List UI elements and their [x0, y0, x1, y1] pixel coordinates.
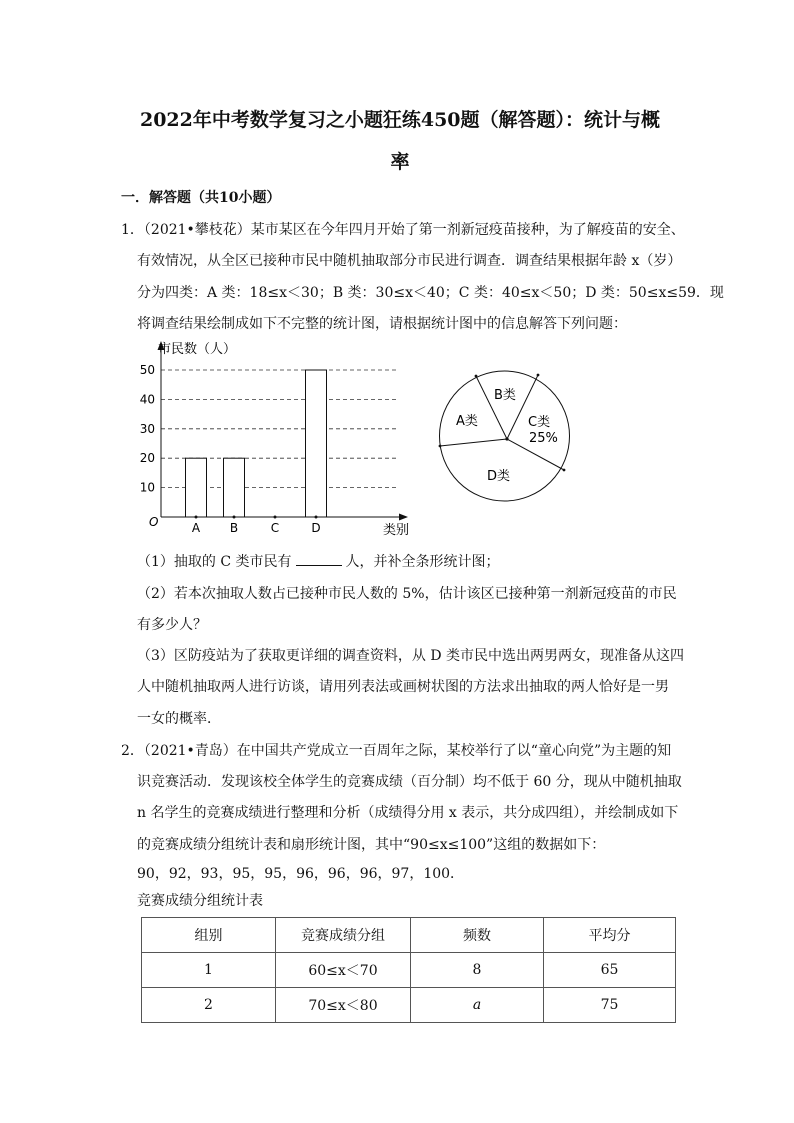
pie-center-dot: [505, 437, 508, 440]
page-title-continued: 率: [390, 151, 410, 173]
q1-text-line: 有效情况，从全区已接种市民中随机抽取部分市民进行调查．调查结果根据年龄 x（岁）: [137, 253, 682, 269]
q1-text-line: 一女的概率．: [137, 711, 221, 727]
table-cell: a: [411, 988, 544, 1023]
q1-sub1-text: （1）抽取的 C 类市民有: [137, 554, 292, 570]
table-caption: 竞赛成绩分组统计表: [137, 893, 263, 909]
pie-edge-dot: [563, 469, 566, 472]
x-tick-dot: [233, 516, 236, 519]
table-row: [142, 988, 676, 1023]
pie-edge-dot: [537, 374, 540, 377]
y-tick-label: 50: [140, 363, 155, 377]
q1-text-line: （2）若本次抽取人数占已接种市民人数的 5%，估计该区已接种第一剂新冠疫苗的市民: [137, 586, 677, 602]
pie-edge-dot: [475, 375, 478, 378]
x-tick-label: C: [270, 521, 280, 535]
q1-sub1-text: 人，并补全条形统计图；: [345, 554, 500, 570]
table-cell: 8: [411, 953, 544, 988]
q2-data-list: 90，92，93，95，95，96，96，96，97，100．: [137, 866, 465, 882]
bar-d: [306, 370, 327, 517]
q1-text-line: 有多少人？: [137, 617, 207, 633]
y-tick-label: 30: [140, 421, 155, 436]
table-cell: 60≤x＜70: [276, 953, 411, 988]
table-header-cell: 频数: [411, 918, 544, 953]
x-tick-label: B: [229, 521, 239, 535]
q2-text-line: 识竞赛活动．发现该校全体学生的竞赛成绩（百分制）均不低于 60 分，现从中随机抽取: [137, 774, 682, 790]
pie-label-a: A类: [456, 414, 478, 429]
q2-text-line: 的竞赛成绩分组统计表和扇形统计图，其中“90≤x≤100”这组的数据如下：: [137, 837, 606, 853]
x-axis-label: 类别: [383, 523, 410, 538]
page-title: 2022年中考数学复习之小题狂练450题（解答题）：统计与概: [139, 109, 661, 131]
table-header-row: [142, 918, 676, 953]
bar-chart: [140, 335, 430, 540]
pie-annotation-c: 25%: [529, 431, 558, 446]
table-cell: 65: [544, 953, 676, 988]
y-tick-label: 10: [140, 480, 155, 495]
q1-text-line: 分为四类：A 类：18≤x＜30；B 类：30≤x＜40；C 类：40≤x＜50；D 类：50≤x≤59．现: [137, 285, 724, 301]
x-tick-label: A: [191, 521, 201, 535]
q1-text-line: 将调查结果绘制成如下不完整的统计图，请根据统计图中的信息解答下列问题：: [137, 316, 627, 332]
table-cell: 2: [142, 988, 276, 1023]
q1-subquestion-1: [137, 551, 500, 571]
q1-text-line: 人中随机抽取两人进行访谈，请用列表法或画树状图的方法求出抽取的两人恰好是一男: [137, 679, 669, 695]
q2-text-line: n 名学生的竞赛成绩进行整理和分析（成绩得分用 x 表示，共分成四组），并绘制成如下: [137, 805, 679, 821]
pie-label-c: C类: [528, 415, 551, 430]
score-group-table: [141, 917, 676, 1023]
pie-chart: [430, 355, 580, 515]
y-axis-label: 市民数（人）: [158, 342, 237, 357]
pie-label-b: B类: [494, 388, 516, 403]
table-cell: 70≤x＜80: [276, 988, 411, 1023]
table-row: [142, 953, 676, 988]
q1-text-line: （3）区防疫站为了获取更详细的调查资料，从 D 类市民中选出两男两女，现准备从这四: [137, 648, 685, 664]
x-tick-label: D: [311, 521, 321, 535]
q2-text-line: 2．（2021•青岛）在中国共产党成立一百周年之际，某校举行了以“童心向党”为主题的知: [121, 743, 672, 759]
table-header-cell: 竞赛成绩分组: [276, 918, 411, 953]
table-header-cell: 组别: [142, 918, 276, 953]
origin-label: O: [149, 515, 159, 529]
pie-label-d: D类: [487, 469, 511, 484]
bar-a: [186, 458, 207, 517]
table-cell: 1: [142, 953, 276, 988]
y-tick-label: 20: [140, 451, 155, 466]
x-tick-dot: [274, 516, 277, 519]
x-axis-arrow: [399, 514, 408, 521]
table-cell: 75: [544, 988, 676, 1023]
y-tick-label: 40: [140, 392, 155, 407]
table-header-cell: 平均分: [544, 918, 676, 953]
q1-text-line: 1．（2021•攀枝花）某市某区在今年四月开始了第一剂新冠疫苗接种，为了解疫苗的安全、: [121, 222, 685, 238]
x-tick-dot: [315, 516, 318, 519]
bar-b: [224, 458, 245, 517]
pie-divider: [476, 376, 507, 439]
answer-blank: [296, 553, 342, 566]
pie-edge-dot: [439, 445, 442, 448]
x-tick-dot: [195, 516, 198, 519]
section-heading: 一．解答题（共10小题）: [121, 190, 281, 206]
pie-divider: [440, 439, 507, 446]
